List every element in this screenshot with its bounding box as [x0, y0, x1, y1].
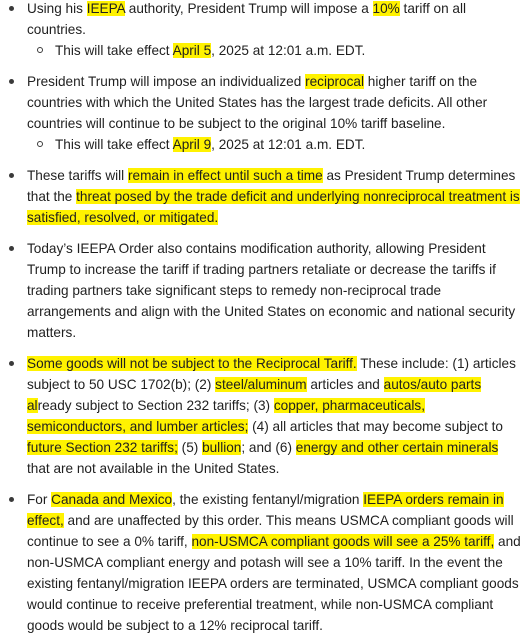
- highlight-segment: non-USMCA compliant goods will see a 25% tariff,: [191, 534, 495, 549]
- spacer: [0, 479, 532, 489]
- text-segment: This will take effect: [55, 137, 173, 152]
- highlight-segment: steel/aluminum: [215, 377, 307, 392]
- sub-item-effective-date: [27, 40, 524, 61]
- text-segment: ready subject to Section 232 tariffs; (3): [37, 398, 274, 413]
- bullet-item-modification-authority: [0, 238, 532, 343]
- text-segment: Using his: [27, 1, 87, 16]
- text-segment: that are not available in the United States.: [27, 461, 280, 476]
- highlight-segment: bullion: [202, 440, 242, 455]
- text-segment: articles and: [306, 377, 384, 392]
- text-segment: , the existing fentanyl/migration: [172, 492, 364, 507]
- bullet-item-reciprocal-tariff: [0, 71, 532, 155]
- text-segment: Today’s IEEPA Order also contains modification authority, allowing President Trump to increase the tariff if trading partners retaliate or decrease the tariffs if trading partners take significant steps to remedy non-reciprocal trade arrangements and align with the United States on economic and national security matters.: [27, 241, 516, 340]
- text-segment: as President Trump determines that the: [27, 168, 516, 204]
- text-segment: For: [27, 492, 52, 507]
- highlight-segment: future Section 232 tariffs;: [27, 440, 178, 455]
- highlight-segment: Canada and Mexico: [51, 492, 173, 507]
- highlight-segment: April 5: [172, 43, 212, 58]
- spacer: [0, 343, 532, 353]
- highlight-segment: autos/auto parts al: [27, 377, 482, 413]
- highlight-segment: IEEPA orders remain in effect,: [27, 492, 504, 528]
- highlight-segment: copper, pharmaceuticals, semiconductors, and lumber articles;: [27, 398, 425, 434]
- text-segment: and are unaffected by this order. This means USMCA compliant goods will continue to see a 0% tariff,: [27, 513, 514, 549]
- text-segment: , 2025 at 12:01 a.m. EDT.: [211, 43, 366, 58]
- spacer: [0, 155, 532, 165]
- text-segment: ; and (6): [241, 440, 296, 455]
- bullet-item-ieepa-tariff: [0, 0, 532, 61]
- text-segment: This will take effect: [55, 43, 173, 58]
- sub-list: [27, 134, 524, 155]
- sub-list: [27, 40, 524, 61]
- spacer: [0, 61, 532, 71]
- text-segment: President Trump will impose an individualized: [27, 74, 306, 89]
- highlight-segment: remain in effect until such a time: [127, 168, 323, 183]
- text-segment: higher tariff on the countries with which the United States has the largest trade deficits. All other countries will continue to be subject to the original 10% tariff baseline.: [27, 74, 488, 131]
- highlight-segment: energy and other certain minerals: [295, 440, 499, 455]
- bullet-item-exempt-goods: [0, 353, 532, 479]
- highlight-segment: IEEPA: [86, 1, 125, 16]
- text-segment: , 2025 at 12:01 a.m. EDT.: [211, 137, 366, 152]
- highlight-segment: 10%: [372, 1, 400, 16]
- text-segment: and non-USMCA compliant energy and potash will see a 10% tariff. In the event the existing fentanyl/migration IEEPA orders are terminated, USMCA compliant goods would continue to receive preferential treatment, while non-USMCA compliant goods would be subject to a 12% reciprocal tariff.: [27, 534, 521, 633]
- text-segment: tariff on all countries.: [27, 1, 467, 37]
- highlight-segment: reciprocal: [305, 74, 364, 89]
- highlight-segment: Some goods will not be subject to the Reciprocal Tariff.: [27, 356, 357, 371]
- text-segment: (5): [177, 440, 203, 455]
- text-segment: These tariffs will: [27, 168, 128, 183]
- highlight-segment: April 9: [172, 137, 212, 152]
- highlight-segment: threat posed by the trade deficit and underlying nonreciprocal treatment is satisfied, resolved, or mitigated.: [27, 189, 520, 225]
- text-segment: (4) all articles that may become subject to: [248, 419, 503, 434]
- text-segment: authority, President Trump will impose a: [124, 1, 373, 16]
- bullet-item-canada-mexico: [0, 489, 532, 636]
- sub-item-effective-date: [27, 134, 524, 155]
- bullet-item-duration: [0, 165, 532, 228]
- spacer: [0, 228, 532, 238]
- text-segment: These include: (1) articles subject to 50 USC 1702(b); (2): [27, 356, 516, 392]
